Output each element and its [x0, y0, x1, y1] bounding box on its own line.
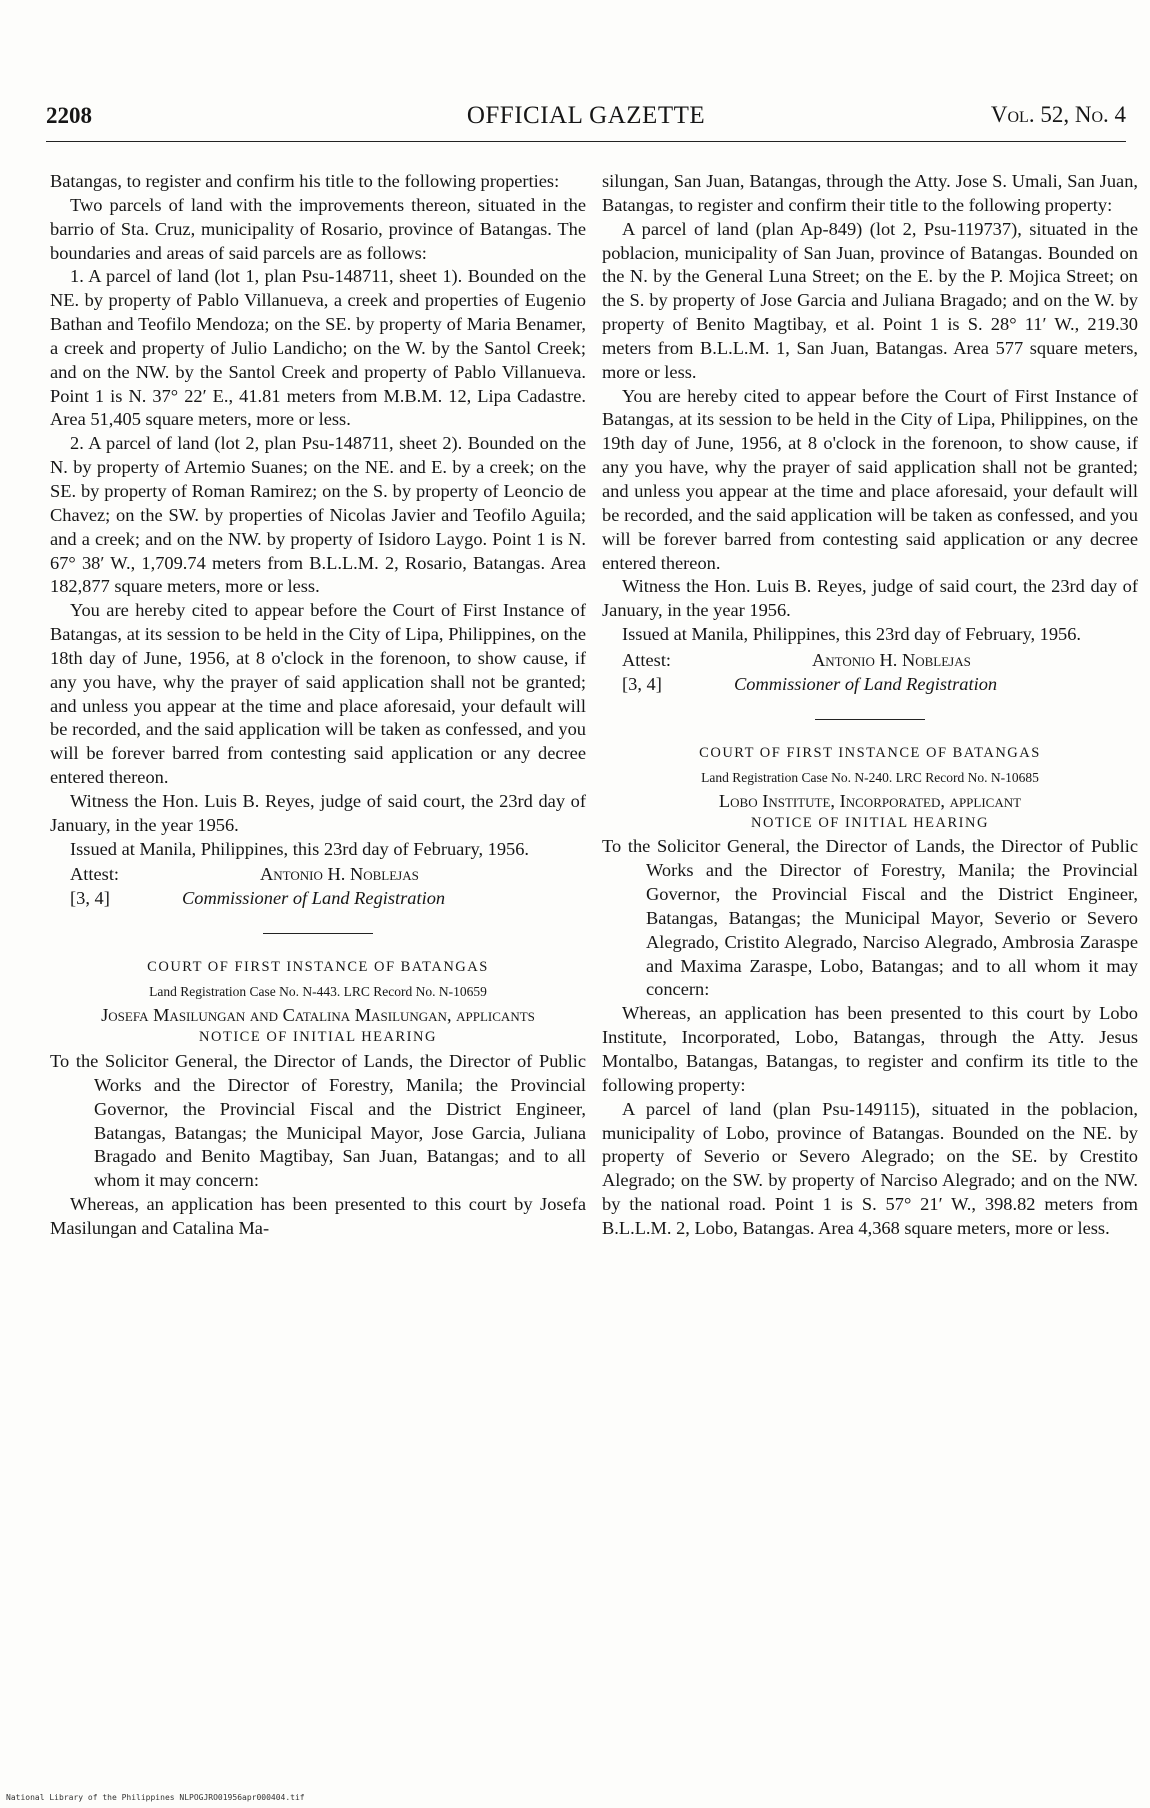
attest-label: Attest: [70, 864, 120, 885]
attest-name: Antonio H. Noblejas [812, 649, 971, 670]
parcel-description: A parcel of land (plan Psu-149115), situated in the poblacion, municipality of Lobo, province of Batangas. Bounded on the NE. by property of Severio or Severo Alegrado; on the SE. by Crestito Alegrado; on the SW. by property of Narciso Alegrado; and on the NW. by the national road. Point 1 is S. 57° 21′ W., 398.82 meters from B.L.L.M. 2, Lobo, Batangas. Area 4,368 square meters, more or less. [602, 1098, 1138, 1238]
court-heading: COURT OF FIRST INSTANCE OF BATANGAS [699, 744, 1041, 761]
issue-reference: [3, 4] [70, 888, 110, 909]
page-number: 2208 [46, 103, 92, 128]
case-number: Land Registration Case No. N-240. LRC Record No. N-10685 [701, 769, 1039, 785]
witness-paragraph: Witness the Hon. Luis B. Reyes, judge of said court, the 23rd day of January, in the year 1956. [602, 576, 1138, 621]
section-divider [815, 719, 925, 720]
addressees: To the Solicitor General, the Director of Lands, the Director of Public Works and the Director of Forestry, Manila; the Provincial Governor, the Provincial Fiscal and the District Engineer, Batangas, Batangas; the Municipal Mayor, Severio or Severo Alegrado, Cristito Alegrado, Narciso Alegrado, Ambrosia Zaraspe and Maxima Zaraspe, Lobo, Batangas; and to all whom it may concern: [602, 836, 1138, 1000]
scan-footer: National Library of the Philippines NLPOGJRO01956apr000404.tif [6, 1793, 305, 1802]
addressees: To the Solicitor General, the Director of Lands, the Director of Public Works and the Director of Forestry, Manila; the Provincial Governor, the Provincial Fiscal and the District Engineer, Batangas, Batangas; the Municipal Mayor, Jose Garcia, Juliana Bragado and Benito Magtibay, San Juan, Batangas; and to all whom it may concern: [50, 1051, 586, 1191]
paragraph: Batangas, to register and confirm his title to the following properties: [50, 171, 560, 191]
witness-paragraph: Witness the Hon. Luis B. Reyes, judge of said court, the 23rd day of January, in the year 1956. [50, 790, 586, 835]
section-divider [263, 933, 373, 934]
publication-title: OFFICIAL GAZETTE [466, 102, 706, 129]
paragraph: silungan, San Juan, Batangas, through the Atty. Jose S. Umali, San Juan, Batangas, to register and confirm their title to the following property: [602, 171, 1138, 215]
header-rule [46, 141, 1126, 142]
parcel-description: A parcel of land (plan Ap-849) (lot 2, Psu-119737), situated in the poblacion, municipality of San Juan, province of Batangas. Bounded on the N. by the General Luna Street; on the E. by the P. Mojica Street; on the S. by property of Jose Garcia and Juliana Bragado; and on the W. by property of Benito Magtibay, et al. Point 1 is S. 28° 11′ W., 219.30 meters from B.L.L.M. 1, San Juan, Batangas. Area 577 square meters, more or less. [602, 218, 1138, 382]
case-number: Land Registration Case No. N-443. LRC Record No. N-10659 [149, 984, 487, 1000]
court-heading: COURT OF FIRST INSTANCE OF BATANGAS [147, 959, 489, 976]
paragraph: Whereas, an application has been presented to this court by Josefa Masilungan and Catalina Ma- [50, 1194, 586, 1238]
attest-name: Antonio H. Noblejas [260, 864, 419, 885]
attestation [602, 649, 1138, 697]
paragraph: Whereas, an application has been presented to this court by Lobo Institute, Incorporated, Lobo, Batangas, through the Atty. Jesus Montalbo, Batangas, Batangas, to register and confirm its title to the following property: [602, 1003, 1138, 1095]
attest-label: Attest: [622, 649, 672, 670]
notice-heading: NOTICE OF INITIAL HEARING [751, 814, 989, 831]
parcel-description: 1. A parcel of land (lot 1, plan Psu-148711, sheet 1). Bounded on the NE. by property of Pablo Villanueva, a creek and properties of Eugenio Bathan and Teofilo Mendoza; on the SE. by property of Maria Benamer, a creek and property of Julio Landicho; on the W. by the Santol Creek; and on the NW. by the Santol Creek and property of Pablo Villanueva. Point 1 is N. 37° 22′ E., 41.81 meters from M.B.M. 12, Lipa Cadastre. Area 51,405 square meters, more or less. [50, 266, 586, 430]
volume-info: Vol. 52, No. 4 [990, 102, 1126, 127]
page-header [46, 103, 1126, 137]
issued-paragraph: Issued at Manila, Philippines, this 23rd day of February, 1956. [70, 838, 530, 859]
left-column [50, 170, 586, 1241]
citation-paragraph: You are hereby cited to appear before the Court of First Instance of Batangas, at its session to be held in the City of Lipa, Philippines, on the 18th day of June, 1956, at 8 o'clock in the forenoon, to show cause, if any you have, why the prayer of said application shall not be granted; and unless you appear at the time and place aforesaid, your default will be recorded, and the said application will be taken as confessed, and you will be forever barred from contesting said application or any decree entered thereon. [50, 600, 586, 788]
attestation [50, 863, 586, 911]
attest-role: Commissioner of Land Registration [734, 673, 998, 694]
notice-heading: NOTICE OF INITIAL HEARING [199, 1029, 437, 1046]
parcel-description: 2. A parcel of land (lot 2, plan Psu-148711, sheet 2). Bounded on the N. by property of Artemio Suanes; on the NE. and E. by a creek; on the SE. by property of Roman Ramirez; on the S. by property of Leoncio de Chavez; on the SW. by properties of Nicolas Javier and Teofilo Aguila; and a creek; and on the NW. by property of Isidoro Laygo. Point 1 is N. 67° 38′ W., 1,709.74 meters from B.L.L.M. 2, Rosario, Batangas. Area 182,877 square meters, more or less. [50, 433, 586, 597]
right-column [602, 170, 1138, 1241]
applicants: Lobo Institute, Incorporated, applicant [718, 790, 1022, 811]
applicants: Josefa Masilungan and Catalina Masilungan, applicants [101, 1005, 535, 1026]
issue-reference: [3, 4] [622, 673, 662, 694]
attest-role: Commissioner of Land Registration [182, 888, 446, 909]
citation-paragraph: You are hereby cited to appear before the Court of First Instance of Batangas, at its session to be held in the City of Lipa, Philippines, on the 19th day of June, 1956, at 8 o'clock in the forenoon, to show cause, if any you have, why the prayer of said application shall not be granted; and unless you appear at the time and place aforesaid, your default will be recorded, and the said application will be taken as confessed, and you will be forever barred from contesting said application or any decree entered thereon. [602, 385, 1138, 573]
paragraph: Two parcels of land with the improvements thereon, situated in the barrio of Sta. Cruz, municipality of Rosario, province of Batangas. The boundaries and areas of said parcels are as follows: [50, 194, 586, 263]
issued-paragraph: Issued at Manila, Philippines, this 23rd day of February, 1956. [622, 624, 1082, 645]
